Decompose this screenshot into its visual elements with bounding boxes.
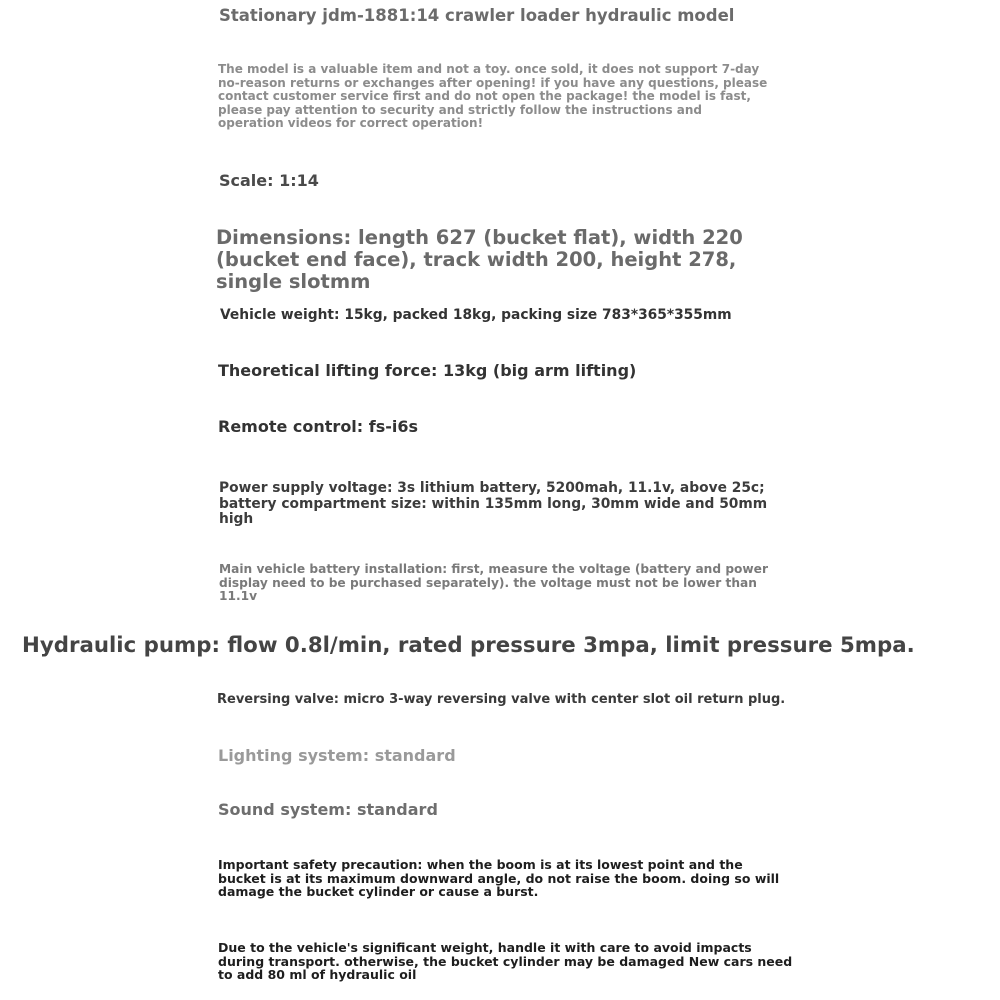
spec-reversing-valve: Reversing valve: micro 3-way reversing valve with center slot oil return plug. (217, 692, 786, 707)
spec-sound-system: Sound system: standard (218, 800, 438, 819)
handling-note: Due to the vehicle's significant weight, handle it with care to avoid impacts during transport. otherwise, the bucket cylinder may be damaged New cars need to add 80 ml of hydraulic oil (218, 940, 793, 983)
spec-lifting-force: Theoretical lifting force: 13kg (big arm lifting) (218, 361, 637, 380)
purchase-notice: The model is a valuable item and not a toy. once sold, it does not support 7-day no-reason returns or exchanges after opening! if you have any questions, please contact customer service first and do not open the package! the model is fast, please pay attention to security and strictly follow the instructions and operation videos for correct operation! (218, 62, 768, 131)
spec-lighting-system: Lighting system: standard (218, 746, 456, 765)
page-title: Stationary jdm-1881:14 crawler loader hydraulic model (219, 6, 735, 25)
spec-dimensions: Dimensions: length 627 (bucket flat), width 220 (bucket end face), track width 200, height 278, single slotmm (216, 226, 743, 293)
spec-remote-control: Remote control: fs-i6s (218, 417, 419, 436)
spec-power-supply: Power supply voltage: 3s lithium battery, 5200mah, 11.1v, above 25c; battery compartment size: within 135mm long, 30mm wide and 50mm high (219, 480, 768, 527)
spec-scale: Scale: 1:14 (219, 171, 319, 190)
spec-hydraulic-pump: Hydraulic pump: flow 0.8l/min, rated pressure 3mpa, limit pressure 5mpa. (22, 633, 915, 658)
spec-vehicle-weight: Vehicle weight: 15kg, packed 18kg, packing size 783*365*355mm (220, 307, 732, 323)
spec-battery-installation: Main vehicle battery installation: first, measure the voltage (battery and power display need to be purchased separately). the voltage must not be lower than 11.1v (219, 562, 768, 603)
safety-precaution: Important safety precaution: when the boom is at its lowest point and the bucket is at its maximum downward angle, do not raise the boom. doing so will damage the bucket cylinder or cause a burst. (218, 857, 780, 900)
